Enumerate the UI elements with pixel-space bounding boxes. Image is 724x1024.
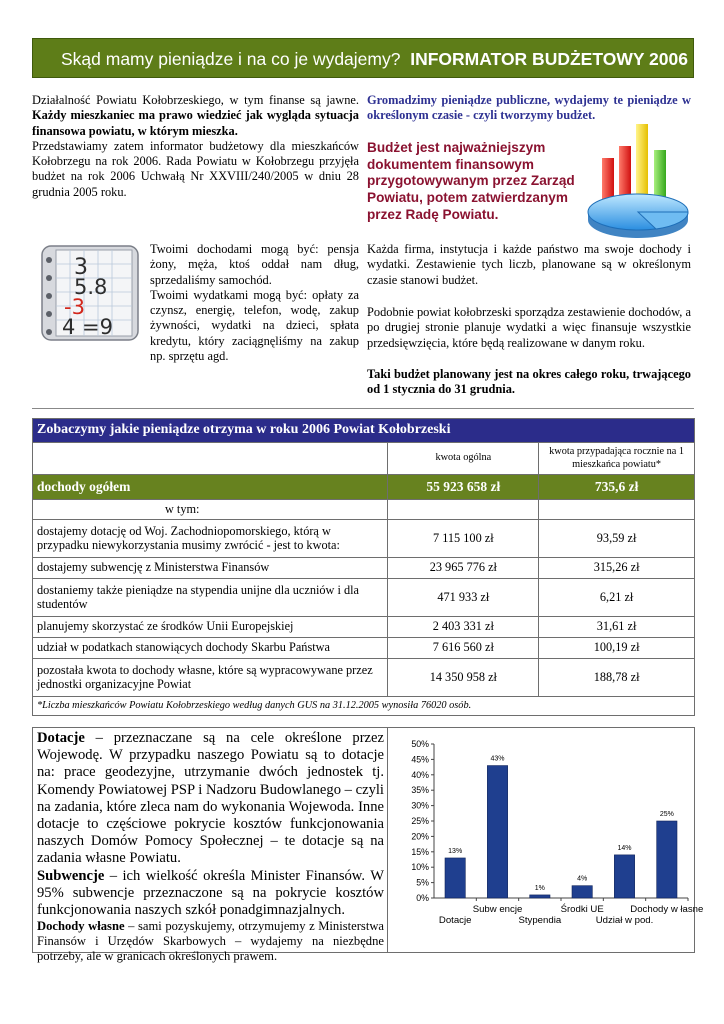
wlasne-paragraph [37, 919, 384, 964]
bar-4 [572, 886, 592, 898]
y-tick-label: 25% [411, 816, 429, 826]
table-note-row [33, 696, 695, 716]
data-label-4: 4% [577, 875, 588, 883]
income-table [32, 418, 695, 716]
table-row [33, 557, 695, 578]
intro-paragraph-2: Przedstawiamy zatem informator budżetowy dla mieszkańców Kołobrzegu na rok 2006. Rada Powiatu w Kołobrzegu przyjęła budżet na rok 2006 Uchwałą Nr XXVIII/240/2005 w dniu 28 grudnia 2005 roku. [32, 138, 359, 199]
table-header-row [33, 443, 695, 475]
in-that-row [33, 500, 695, 520]
subwencje-paragraph [37, 868, 384, 920]
col-header-total: kwota ogólna [388, 443, 539, 475]
row-amount: 471 933 zł [388, 578, 539, 616]
income-expense-text [150, 242, 359, 364]
row-per-resident: 6,21 zł [539, 578, 695, 616]
data-label-6: 25% [659, 811, 674, 818]
bar-6 [657, 821, 677, 898]
explanation-text [33, 728, 388, 964]
header-title: Skąd mamy pieniądze i na co je wydajemy? [61, 49, 401, 69]
y-tick-label: 5% [416, 877, 429, 888]
income-structure-chart [390, 728, 704, 952]
table-row [33, 578, 695, 616]
table-row [33, 658, 695, 696]
dotacje-text: – przeznaczane są na cele określone przez Wojewodę. W przypadku naszego Powiatu są to dotacje na: prace geodezyjne, utrzymanie dwóch jednostek tj. Komendy Powiatowej PSP i Nadzoru Budowlanego – czyli na zadania, które zleca nam do wykonania Wojewoda. Inne dotacje to częściowe pokrycie kosztów funkcjonowania naszych Domów Pomocy Społecznej – te dotacje są na zadania własne Powiatu. [37, 730, 384, 867]
row-label: pozostała kwota to dochody własne, które są wypracowywane przez jednostki organizacyjne Powiat [33, 658, 388, 696]
data-label-1: 13% [448, 847, 463, 855]
in-that-label: w tym: [33, 500, 388, 520]
table-row [33, 519, 695, 557]
bar-2 [487, 766, 507, 898]
budget-graphic-icon [586, 120, 690, 238]
row-label: dostajemy subwencję z Ministerstwa Finansów [33, 557, 388, 578]
row-per-resident: 315,26 zł [539, 557, 695, 578]
dotacje-paragraph [37, 730, 384, 868]
x-label: Udział w pod. [595, 915, 654, 926]
row-label: udział w podatkach stanowiących dochody Skarbu Państwa [33, 637, 388, 658]
subwencje-term: Subwencje [37, 867, 105, 884]
budget-importance-text: Budżet jest najważniejszym dokumentem finansowym przygotowywanym przez Zarząd Powiatu, potem zatwierdzanym przez Radę Powiatu. [367, 140, 575, 222]
y-tick-label: 30% [411, 800, 429, 811]
section-divider [32, 408, 694, 409]
page-header [32, 38, 694, 78]
math-notebook-icon [40, 244, 140, 342]
x-label: Dochody w łasne [630, 904, 704, 915]
col-header-per-resident: kwota przypadająca rocznie na 1 mieszkańca powiatu* [539, 443, 695, 475]
subwencje-text: – ich wielkość określa Minister Finansów. W 95% subwencje przeznaczone są na pokrycie kosztów funkcjonowania naszych szkół ponadgimnazjalnych. [37, 867, 384, 919]
header-title-bold: INFORMATOR BUDŻETOWY 2006 [410, 49, 688, 69]
intro-paragraph: Działalność Powiatu Kołobrzeskiego, w tym finanse są jawne. [32, 93, 359, 107]
row-label: planujemy skorzystać ze środków Unii Europejskiej [33, 616, 388, 637]
intro-text [32, 93, 359, 200]
table-row [33, 616, 695, 637]
x-label: Stypendia [518, 915, 562, 926]
explanation-box [32, 727, 704, 964]
row-amount: 7 115 100 zł [388, 519, 539, 557]
intro-bold: Każdy mieszkaniec ma prawo wiedzieć jak wygląda sytuacja finansowa powiatu, w którym mieszka. [32, 108, 359, 138]
bar-5 [614, 855, 634, 898]
table-title: Zobaczymy jakie pieniądze otrzyma w roku 2006 Powiat Kołobrzeski [33, 419, 695, 443]
y-tick-label: 35% [411, 785, 429, 796]
data-label-5: 14% [617, 844, 632, 852]
x-label: Subw encje [472, 904, 523, 915]
table-title-row [33, 419, 695, 443]
table-row [33, 637, 695, 658]
row-amount: 14 350 958 zł [388, 658, 539, 696]
budget-definition: Gromadzimy pieniądze publiczne, wydajemy te pieniądze w określonym czasie - czyli tworzymy budżet. [367, 93, 691, 123]
math-line-1: 3 [74, 255, 88, 280]
y-tick-label: 40% [411, 769, 429, 780]
y-tick-label: 20% [411, 831, 429, 842]
total-label: dochody ogółem [33, 475, 388, 500]
y-tick-label: 0% [416, 893, 429, 903]
x-label: Dotacje [438, 915, 472, 926]
wlasne-term: Dochody własne [37, 919, 125, 934]
total-row [33, 475, 695, 500]
row-label: dostaniemy także pieniądze na stypendia unijne dla uczniów i dla studentów [33, 578, 388, 616]
y-tick-label: 50% [411, 739, 429, 749]
x-label: Środki UE [560, 904, 604, 915]
math-line-4: 4 =9 [62, 315, 113, 339]
wlasne-text: – sami pozyskujemy, otrzymujemy z Ministerstwa Finansów i Urzędów Skarbowych – wydajemy na niezbędne potrzeby, ale w granicach określonych prawem. [37, 919, 384, 964]
math-line-2: 5.8 [74, 275, 108, 299]
row-amount: 2 403 331 zł [388, 616, 539, 637]
y-tick-label: 15% [411, 846, 429, 857]
total-amount: 55 923 658 zł [388, 475, 539, 500]
expense-paragraph: Twoimi wydatkami mogą być: opłaty za czynsz, energię, telefon, wodę, zakup żywności, wydatki na dzieci, spłata kredytu, który zaciągnęliśmy na zakup np. sprzętu agd. [150, 287, 359, 364]
row-amount: 7 616 560 zł [388, 637, 539, 658]
row-per-resident: 31,61 zł [539, 616, 695, 637]
y-tick-label: 45% [411, 754, 429, 765]
bar-1 [445, 858, 465, 898]
math-line-3: -3 [64, 295, 85, 319]
row-per-resident: 93,59 zł [539, 519, 695, 557]
row-per-resident: 188,78 zł [539, 658, 695, 696]
income-paragraph: Twoimi dochodami mogą być: pensja żony, męża, ktoś oddał nam dług, sprzedaliśmy samochód. [150, 242, 359, 287]
plan-text: Taki budżet planowany jest na okres całego roku, trwającego od 1 stycznia do 31 grudnia. [367, 367, 691, 397]
total-per-resident: 735,6 zł [539, 475, 695, 500]
y-tick-label: 10% [411, 862, 429, 873]
dotacje-term: Dotacje [37, 730, 85, 746]
row-per-resident: 100,19 zł [539, 637, 695, 658]
bar-3 [530, 895, 550, 898]
chart-svg [390, 728, 704, 952]
row-label: dostajemy dotację od Woj. Zachodniopomorskiego, którą w przypadku niewykorzystania musimy zwrócić - jest to kwota: [33, 519, 388, 557]
data-label-3: 1% [534, 884, 545, 892]
powiat-text: Podobnie powiat kołobrzeski sporządza zestawienie dochodów, a po drugiej stronie planuje wydatki a więc finansuje wszystkie przedsięwzięcia, które będą realizowane w danym roku. [367, 305, 691, 350]
table-footnote: *Liczba mieszkańców Powiatu Kołobrzeskiego według danych GUS na 31.12.2005 wynosiła 76020 osób. [33, 696, 695, 716]
row-amount: 23 965 776 zł [388, 557, 539, 578]
firm-text: Każda firma, instytucja i każde państwo ma swoje dochody i wydatki. Zestawienie tych liczb, planowane są w określonym czasie stanowi budżet. [367, 242, 691, 287]
data-label-2: 43% [490, 755, 505, 763]
